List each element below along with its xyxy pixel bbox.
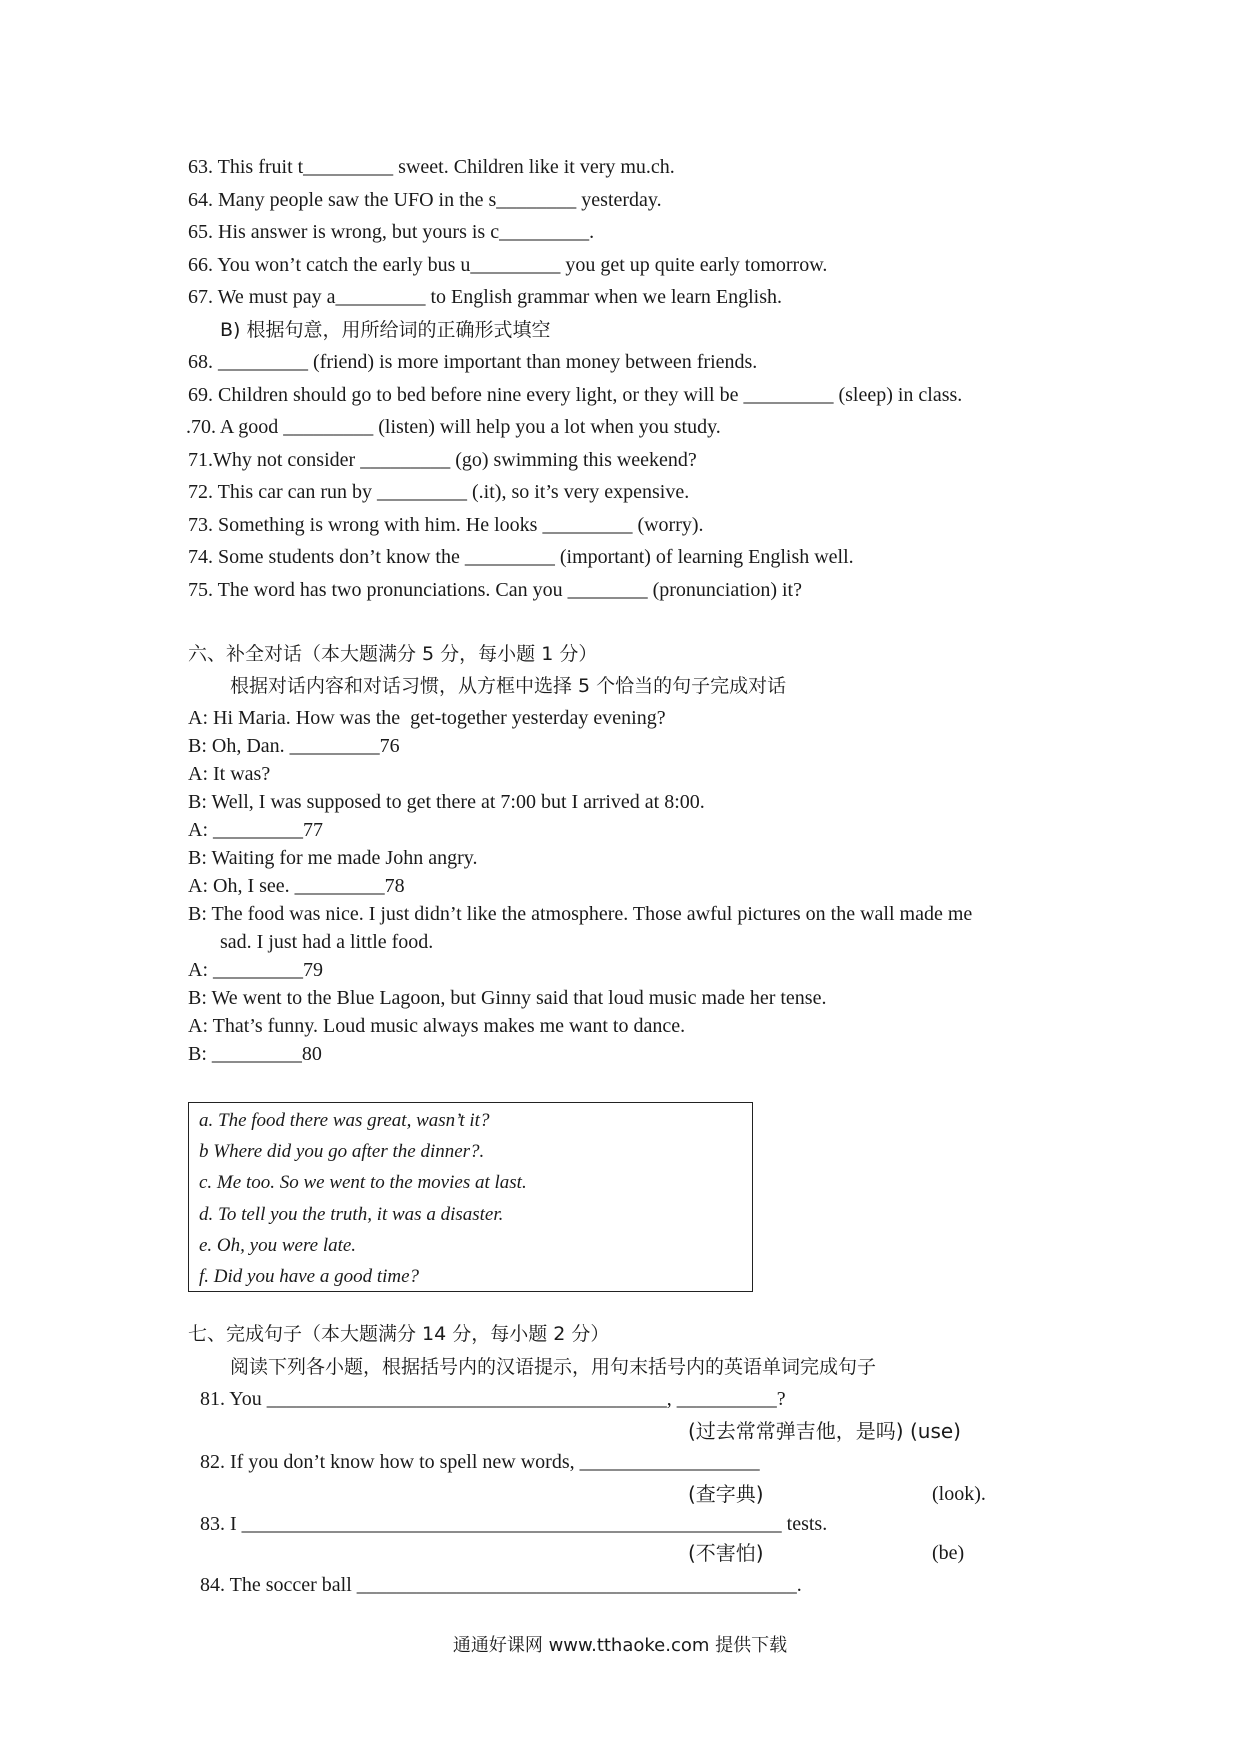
option-b: b Where did you go after the dinner?.: [199, 1141, 485, 1162]
question-83-hint-zh: (不害怕): [688, 1541, 764, 1565]
dialogue-line: A: It was?: [188, 763, 271, 785]
question-83: 83. I ______________________________________________________ tests.: [200, 1513, 828, 1535]
question-84: 84. The soccer ball ____________________________________________.: [200, 1574, 802, 1596]
option-e: e. Oh, you were late.: [199, 1235, 357, 1256]
section7-instruction: 阅读下列各小题，根据括号内的汉语提示，用句末括号内的英语单词完成句子: [230, 1356, 877, 1378]
question-65: 65. His answer is wrong, but yours is c_________.: [188, 221, 595, 243]
question-81-hint: (过去常常弹吉他，是吗) (use): [688, 1419, 961, 1443]
question-71: 71.Why not consider _________ (go) swimming this weekend?: [188, 449, 697, 471]
dialogue-line: B: _________80: [188, 1043, 322, 1065]
dialogue-line: B: We went to the Blue Lagoon, but Ginny said that loud music made her tense.: [188, 987, 827, 1009]
section6-instruction: 根据对话内容和对话习惯，从方框中选择 5 个恰当的句子完成对话: [230, 675, 787, 697]
dialogue-line: sad. I just had a little food.: [220, 931, 434, 953]
question-69: 69. Children should go to bed before nine every light, or they will be _________ (sleep) in class.: [188, 384, 963, 406]
question-82: 82. If you don’t know how to spell new words, __________________: [200, 1451, 760, 1473]
question-68: 68. _________ (friend) is more important than money between friends.: [188, 351, 758, 373]
dialogue-line: B: Waiting for me made John angry.: [188, 847, 478, 869]
dialogue-line: B: The food was nice. I just didn’t like the atmosphere. Those awful pictures on the wall made me: [188, 903, 973, 925]
question-83-hint-en: (be): [932, 1542, 965, 1564]
question-82-hint-zh: (查字典): [688, 1482, 764, 1506]
part-b-heading: B) 根据句意，用所给词的正确形式填空: [220, 319, 551, 341]
question-63: 63. This fruit t_________ sweet. Children like it very mu.ch.: [188, 156, 675, 178]
option-c: c. Me too. So we went to the movies at last.: [199, 1172, 527, 1193]
option-d: d. To tell you the truth, it was a disaster.: [199, 1204, 504, 1225]
question-81: 81. You ________________________________________, __________?: [200, 1388, 786, 1410]
question-74: 74. Some students don’t know the _________ (important) of learning English well.: [188, 546, 854, 568]
dialogue-line: A: _________77: [188, 819, 323, 841]
question-70: .70. A good _________ (listen) will help you a lot when you study.: [186, 416, 721, 438]
question-64: 64. Many people saw the UFO in the s________ yesterday.: [188, 189, 662, 211]
question-73: 73. Something is wrong with him. He looks _________ (worry).: [188, 514, 704, 536]
page-footer: 通通好课网 www.tthaoke.com 提供下载: [452, 1635, 788, 1656]
question-75: 75. The word has two pronunciations. Can you ________ (pronunciation) it?: [188, 579, 802, 601]
dialogue-line: B: Well, I was supposed to get there at 7:00 but I arrived at 8:00.: [188, 791, 705, 813]
question-66: 66. You won’t catch the early bus u_________ you get up quite early tomorrow.: [188, 254, 828, 276]
question-67: 67. We must pay a_________ to English grammar when we learn English.: [188, 286, 783, 308]
dialogue-line: B: Oh, Dan. _________76: [188, 735, 400, 757]
option-f: f. Did you have a good time?: [199, 1266, 420, 1287]
option-a: a. The food there was great, wasn’t it?: [199, 1110, 490, 1131]
dialogue-line: A: That’s funny. Loud music always makes me want to dance.: [188, 1015, 686, 1037]
dialogue-line: A: _________79: [188, 959, 323, 981]
dialogue-line: A: Oh, I see. _________78: [188, 875, 405, 897]
section6-title: 六、补全对话（本大题满分 5 分，每小题 1 分）: [188, 643, 598, 665]
dialogue-line: A: Hi Maria. How was the get-together yesterday evening?: [188, 707, 666, 729]
options-box: [188, 1102, 753, 1292]
question-82-hint-en: (look).: [932, 1483, 986, 1505]
section7-title: 七、完成句子（本大题满分 14 分，每小题 2 分）: [188, 1323, 610, 1345]
question-72: 72. This car can run by _________ (.it), so it’s very expensive.: [188, 481, 690, 503]
